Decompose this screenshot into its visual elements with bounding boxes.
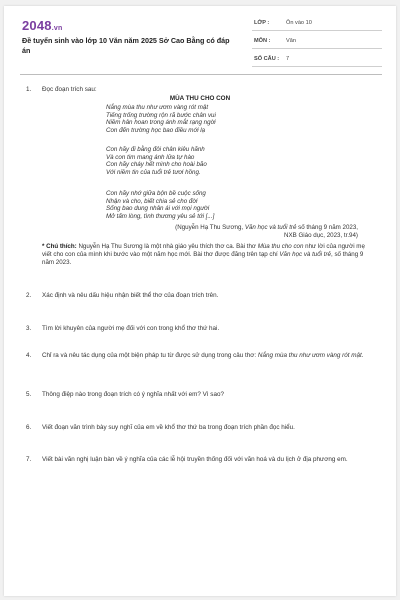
question-body: [42, 325, 378, 333]
question-number: 6.: [26, 424, 32, 431]
document-title: Đề tuyển sinh vào lớp 10 Văn năm 2025 Sở Cao Bằng có đáp án: [22, 36, 230, 55]
meta-value: Ôn vào 10: [286, 20, 312, 26]
poem-line: Con hãy đi bằng đôi chân kiêu hãnh: [106, 146, 205, 153]
note-label: * Chú thích:: [42, 243, 77, 250]
poem-source: [42, 224, 358, 240]
question-number: 5.: [26, 391, 32, 398]
question-text: Tìm lời khuyên của người mẹ đối với con trong khổ thơ thứ hai.: [42, 325, 220, 332]
question-number: 3.: [26, 325, 32, 332]
document-header: [4, 6, 396, 70]
question-text: Viết đoạn văn trình bày suy nghĩ của em về khổ thơ thứ ba trong đoạn trích phần đọc hiểu.: [42, 424, 295, 431]
question-body: [42, 292, 378, 300]
poem-line: Con hãy cháy hết mình cho hoài bão: [106, 161, 207, 169]
source-text: số tháng 9 năm 2023,: [296, 224, 358, 231]
note-text: , số tháng 9 năm 2023.: [42, 250, 364, 266]
note-poem-title: Mùa thu cho con: [257, 243, 304, 250]
poem-line: Con hãy nhớ giữa bộn bề cuộc sống: [106, 190, 206, 197]
site-logo[interactable]: [22, 18, 62, 33]
poem-line: Với niềm tin của tuổi trẻ tươi hồng.: [106, 168, 201, 176]
document-page: [4, 6, 396, 596]
poem-line: Sống bao dung nhân ái với mọi người: [106, 205, 210, 213]
poem-stanza-2: [106, 146, 356, 176]
meta-subject: [252, 36, 382, 49]
question-text: Đọc đoạn trích sau:: [42, 86, 97, 93]
meta-label: SỐ CÂU :: [254, 56, 280, 62]
question-number: 4.: [26, 352, 32, 359]
poem-stanza-1: [106, 104, 356, 134]
question-1: [22, 86, 382, 276]
meta-question-count: [252, 54, 382, 67]
meta-value: Văn: [286, 38, 296, 44]
question-text: Viết bài văn nghị luận bàn về ý nghĩa của các lễ hội truyền thống đối với văn hoá và du lịch ở địa phương em.: [42, 456, 348, 463]
meta-label: MÔN :: [254, 38, 271, 44]
source-publisher: NXB Giáo dục, 2023, tr.94): [284, 231, 358, 239]
poem-title: MÙA THU CHO CON: [169, 95, 231, 102]
poem-line: Con đến trường học bao điều mới lạ: [106, 126, 206, 134]
poem-note: [42, 243, 368, 266]
poem-stanza-3: [106, 190, 356, 220]
header-divider: [20, 74, 382, 75]
question-text: Chỉ ra và nêu tác dụng của một biện pháp tu từ được sử dụng trong câu thơ:: [42, 352, 258, 359]
question-body: [42, 352, 378, 360]
question-quote: Nắng mùa thu như ươm vàng rót mật.: [257, 352, 364, 359]
question-body: [42, 391, 378, 399]
exam-meta: [252, 18, 382, 72]
poem-line: Niềm hân hoan trong ánh mắt rạng ngời: [106, 119, 216, 127]
note-text: Nguyễn Hạ Thu Sương là một nhà giáo yêu thích thơ ca. Bài thơ: [76, 243, 258, 250]
logo-main: 2048: [22, 18, 52, 33]
meta-label: LỚP :: [254, 20, 270, 26]
question-number: 1.: [26, 86, 32, 93]
note-magazine: Văn học và tuổi trẻ: [279, 250, 331, 258]
meta-class: [252, 18, 382, 31]
question-body: [42, 424, 378, 432]
poem-line: Nắng mùa thu như ươm vàng rót mật: [106, 104, 209, 111]
question-number: 7.: [26, 456, 32, 463]
poem-line: Và con tim mang ánh lửa tự hào: [106, 153, 195, 161]
question-body: [42, 86, 378, 94]
question-number: 2.: [26, 292, 32, 299]
meta-value: 7: [286, 56, 290, 62]
note-text: như lời của người mẹ viết cho con của mình khi bước vào một năm học mới. Bài thơ được đăng trên tạp chí: [42, 243, 365, 258]
poem-line: Nhận và cho, biết chia sẻ cho đời: [106, 197, 198, 205]
logo-tld: .vn: [51, 25, 63, 32]
poem-line: Tiếng trống trường rộn rã bước chân vui: [106, 111, 216, 119]
question-body: [42, 456, 378, 464]
question-text: Xác định và nêu dấu hiệu nhận biết thể thơ của đoạn trích trên.: [42, 292, 219, 299]
source-magazine: Văn học và tuổi trẻ: [244, 224, 297, 231]
source-text: (Nguyễn Hạ Thu Sương,: [175, 224, 245, 231]
poem-line: Mở tấm lòng, tình thương yêu sẻ tới [...]: [106, 212, 215, 220]
question-text: Thông điệp nào trong đoạn trích có ý nghĩa nhất với em? Vì sao?: [42, 391, 224, 398]
